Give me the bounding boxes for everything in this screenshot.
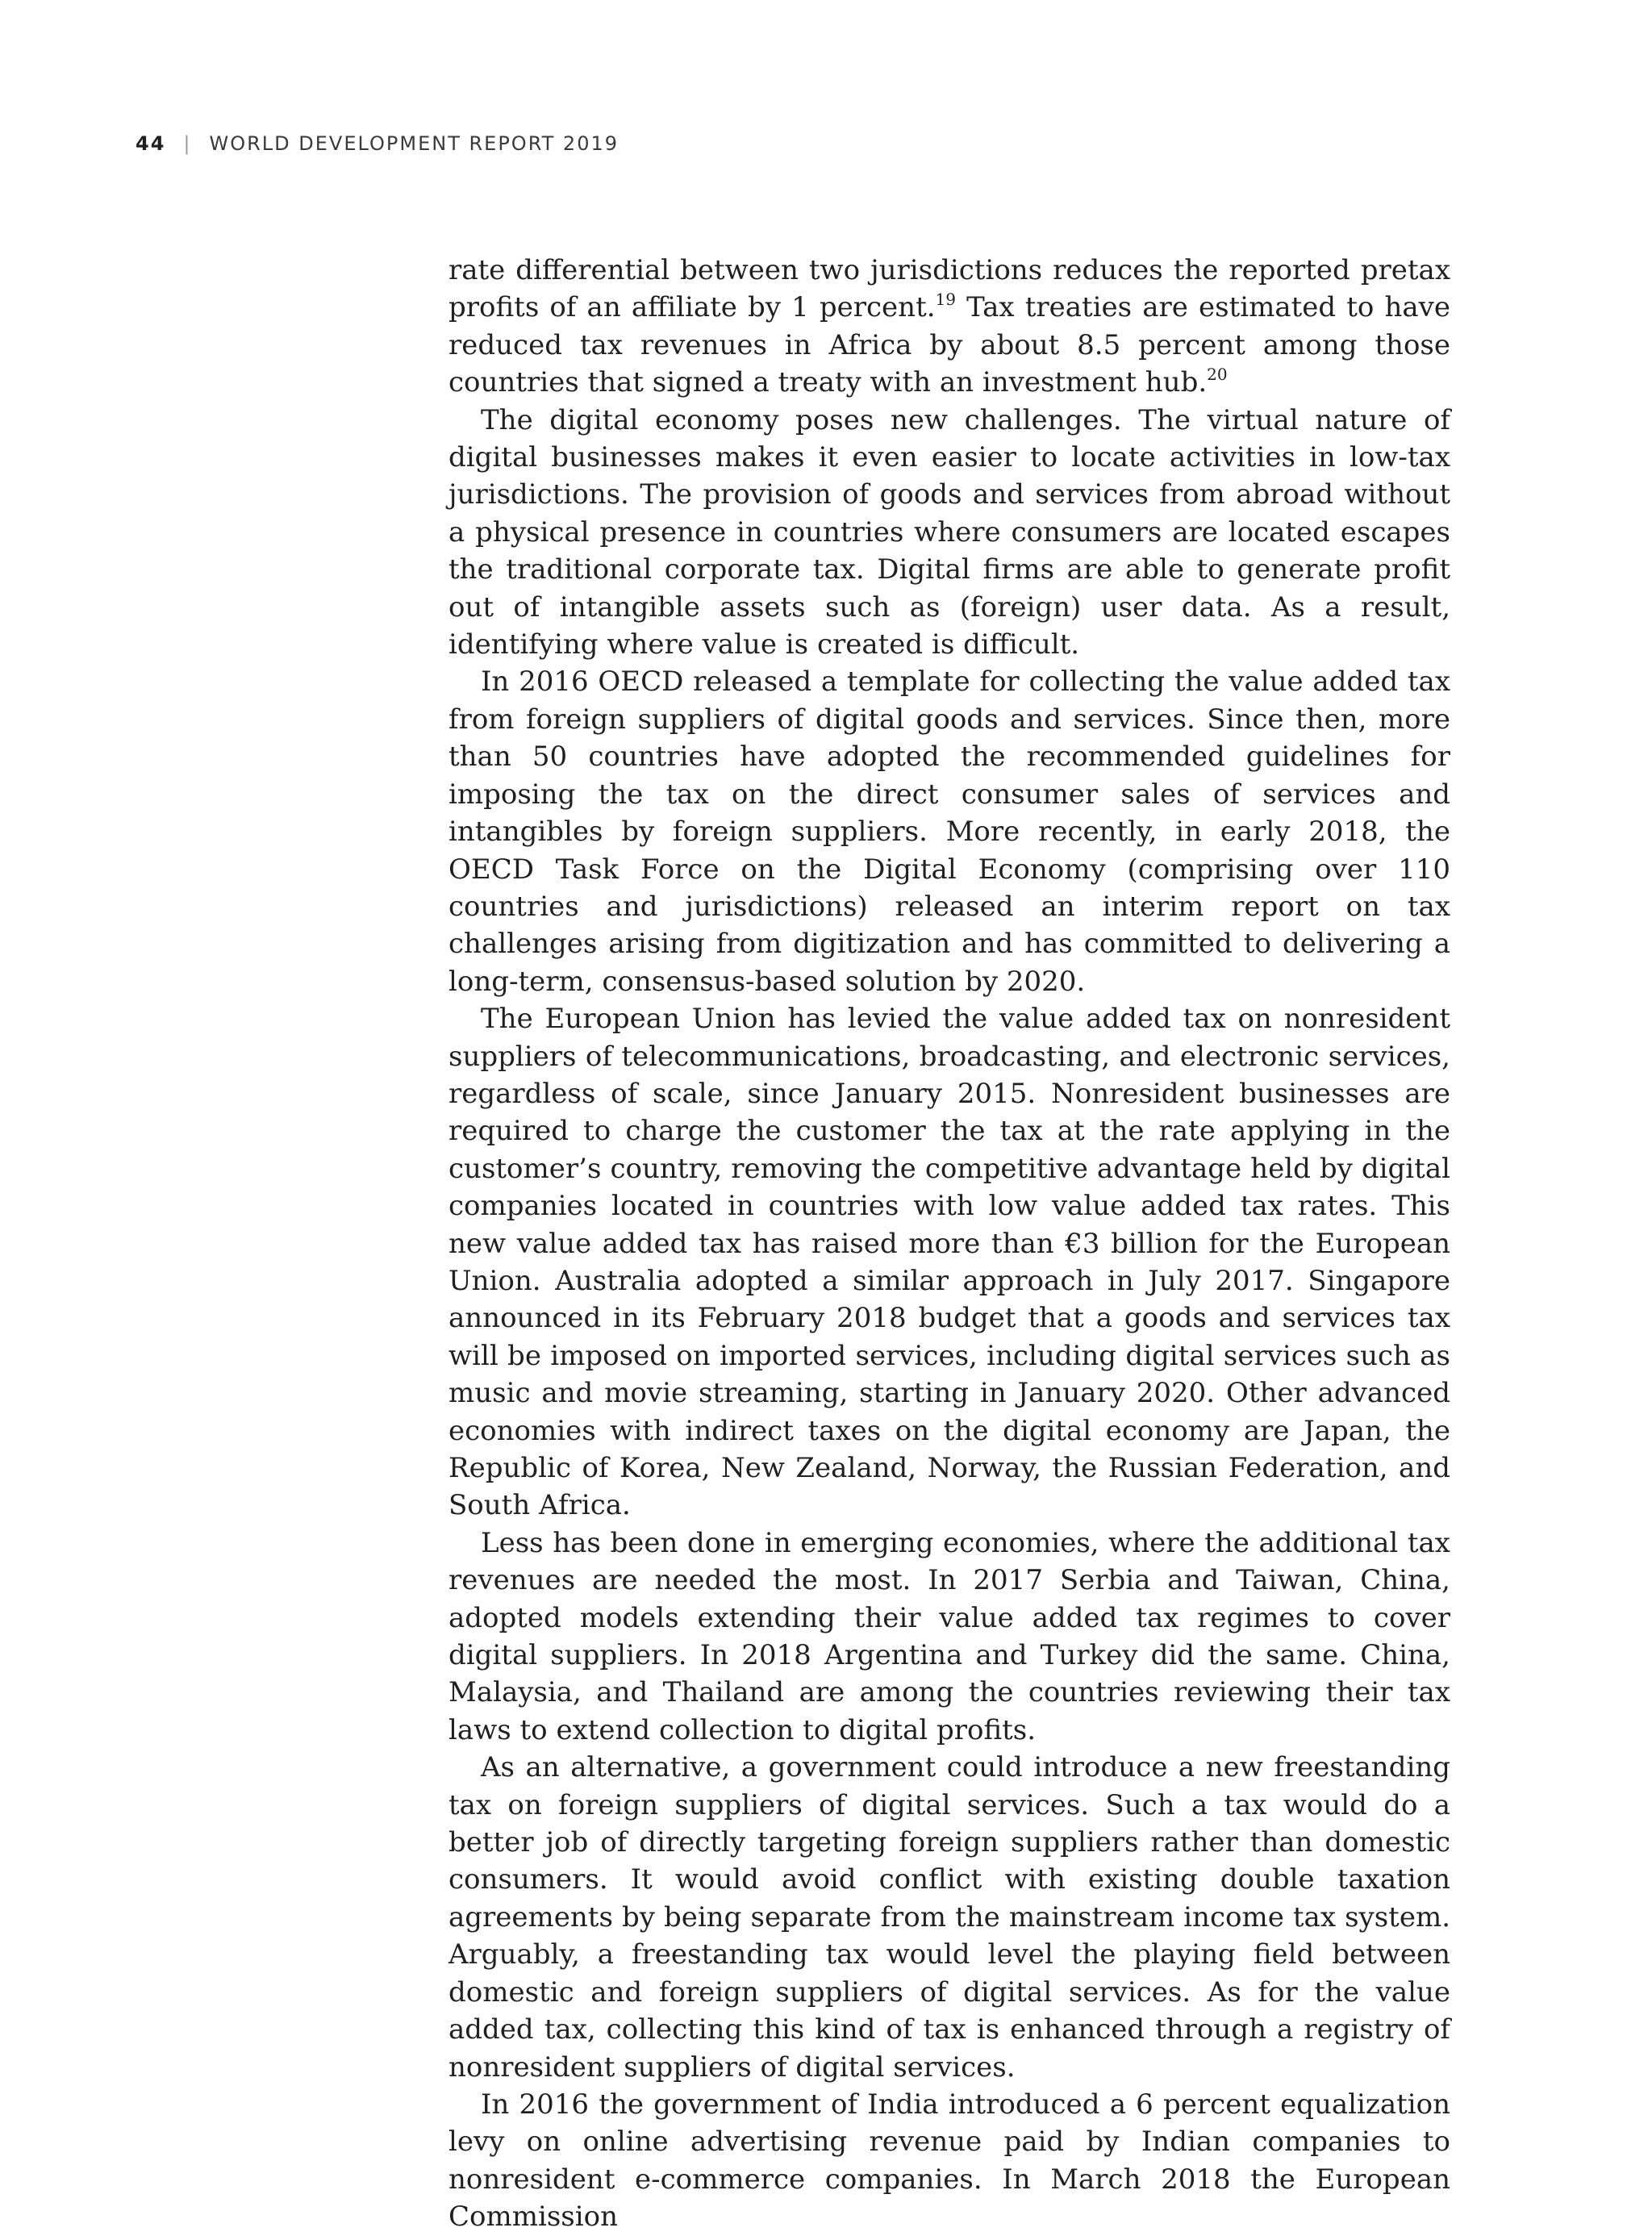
paragraph-european-union: The European Union has levied the value added tax on nonresident suppliers of telecommunications, broadcasting, and electronic services, regardless of scale, since January 2015. Nonresident businesses are required to charge the customer the tax at the rate applying in the customer’s country, removing the competitive advantage held by digital companies located in countries with low value added tax rates. This new value added tax has raised more than €3 billion for the European Union. Australia adopted a similar approach in July 2017. Singapore announced in its February 2018 budget that a goods and services tax will be imposed on imported services, including digital services such as music and movie streaming, starting in January 2020. Other advanced economies with indirect taxes on the digital economy are Japan, the Republic of Korea, New Zealand, Norway, the Russian Federation, and South Africa.: [448, 1003, 1450, 1522]
header-separator: |: [183, 132, 192, 155]
paragraph-freestanding-tax: As an alternative, a government could introduce a new freestanding tax on foreign suppliers of digital services. Such a tax would do a better job of directly targeting foreign suppliers rather than domestic consumers. It would avoid conflict with existing double taxation agreements by being separate from the mainstream income tax system. Arguably, a freestanding tax would level the playing field between domestic and foreign suppliers of digital services. As for the value added tax, collecting this kind of tax is enhanced through a registry of nonresident suppliers of digital services.: [448, 1751, 1450, 2084]
page-number: 44: [136, 132, 166, 155]
paragraph-emerging-economies: Less has been done in emerging economies, where the additional tax revenues are needed the most. In 2017 Serbia and Taiwan, China, adopted models extending their value added tax regimes to cover digital suppliers. In 2018 Argentina and Turkey did the same. China, Malaysia, and Thailand are among the countries reviewing their tax laws to extend collection to digital profits.: [448, 1526, 1450, 1746]
running-header: [136, 132, 619, 155]
paragraph-continued: [448, 252, 1450, 402]
paragraph-india-levy: In 2016 the government of India introduced a 6 percent equalization levy on online advertising revenue paid by Indian companies to nonresident e-commerce companies. In March 2018 the European Commission: [448, 2088, 1450, 2234]
footnote-ref-20[interactable]: 20: [1207, 365, 1228, 385]
paragraph-text: rate differential between two jurisdictions reduces the reported pretax profits of an affiliate by 1 percent.: [448, 254, 1450, 324]
footnote-ref-19[interactable]: 19: [935, 290, 956, 310]
body-text: [448, 252, 1450, 2236]
running-title: WORLD DEVELOPMENT REPORT 2019: [209, 132, 619, 155]
paragraph-oecd-template: In 2016 OECD released a template for collecting the value added tax from foreign suppliers of digital goods and services. Since then, more than 50 countries have adopted the recommended guidelines for imposing the tax on the direct consumer sales of services and intangibles by foreign suppliers. More recently, in early 2018, the OECD Task Force on the Digital Economy (comprising over 110 countries and jurisdictions) released an interim report on tax challenges arising from digitization and has committed to delivering a long-term, consensus-based solution by 2020.: [448, 665, 1450, 998]
paragraph-digital-economy: The digital economy poses new challenges. The virtual nature of digital businesses makes it even easier to locate activities in low-tax jurisdictions. The provision of goods and services from abroad without a physical presence in countries where consumers are located escapes the traditional corporate tax. Digital firms are able to generate profit out of intangible assets such as (foreign) user data. As a result, identifying where value is created is difficult.: [448, 403, 1450, 661]
paragraph-text: Tax treaties are estimated to have reduced tax revenues in Africa by about 8.5 percent among those countries that signed a treaty with an investment hub.: [448, 291, 1450, 399]
